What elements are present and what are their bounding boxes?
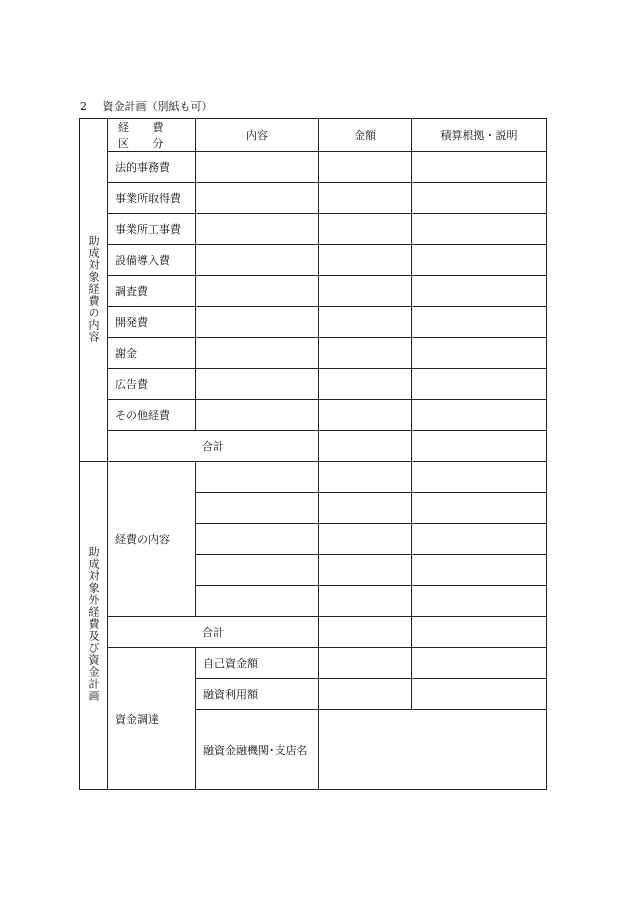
amount-cell[interactable] (319, 152, 412, 183)
bank-name-cell[interactable] (319, 710, 547, 790)
amount-cell[interactable] (319, 183, 412, 214)
amount-cell[interactable] (319, 555, 412, 586)
group1-label-cell (80, 119, 108, 462)
header-basis: 積算根拠・説明 (412, 119, 547, 152)
amount-cell[interactable] (319, 369, 412, 400)
content-cell[interactable] (196, 555, 319, 586)
basis-cell[interactable] (412, 524, 547, 555)
amount-cell[interactable] (319, 307, 412, 338)
amount-cell[interactable] (319, 400, 412, 431)
content-cell[interactable] (196, 369, 319, 400)
basis-cell[interactable] (412, 338, 547, 369)
amount-cell[interactable] (319, 214, 412, 245)
basis-cell[interactable] (412, 152, 547, 183)
table-row (80, 307, 547, 338)
table-row (80, 245, 547, 276)
table-row (80, 338, 547, 369)
table-row (80, 214, 547, 245)
funding-row (80, 648, 547, 679)
basis-cell[interactable] (412, 276, 547, 307)
basis-cell[interactable] (412, 183, 547, 214)
group1-total-row (80, 431, 547, 462)
header-category: 経 費 区 分 (108, 119, 196, 152)
funding-row-label: 融資金融機関･支店名 (196, 710, 319, 790)
content-cell[interactable] (196, 524, 319, 555)
content-cell[interactable] (196, 245, 319, 276)
expense-label: 経費の内容 (108, 462, 196, 617)
content-cell[interactable] (196, 400, 319, 431)
basis-cell[interactable] (412, 679, 547, 710)
amount-cell[interactable] (319, 648, 412, 679)
basis-cell[interactable] (412, 555, 547, 586)
expense-row (80, 462, 547, 493)
content-cell[interactable] (196, 493, 319, 524)
table-row (80, 369, 547, 400)
header-amount: 金額 (319, 119, 412, 152)
row-label: 設備導入費 (108, 245, 196, 276)
basis-cell[interactable] (412, 307, 547, 338)
section-number: 2 (80, 100, 87, 113)
group2-total-basis[interactable] (412, 617, 547, 648)
row-label: 事業所取得費 (108, 183, 196, 214)
amount-cell[interactable] (319, 524, 412, 555)
basis-cell[interactable] (412, 462, 547, 493)
content-cell[interactable] (196, 462, 319, 493)
content-cell[interactable] (196, 214, 319, 245)
section-heading (80, 98, 213, 114)
row-label: その他経費 (108, 400, 196, 431)
basis-cell[interactable] (412, 493, 547, 524)
group2-total-amount[interactable] (319, 617, 412, 648)
content-cell[interactable] (196, 183, 319, 214)
content-cell[interactable] (196, 276, 319, 307)
row-label: 事業所工事費 (108, 214, 196, 245)
table-row (80, 152, 547, 183)
section-title: 資金計画（別紙も可） (102, 100, 213, 113)
group1-total-basis[interactable] (412, 431, 547, 462)
header-content: 内容 (196, 119, 319, 152)
funding-label: 資金調達 (108, 648, 196, 790)
row-label: 法的事務費 (108, 152, 196, 183)
basis-cell[interactable] (412, 400, 547, 431)
content-cell[interactable] (196, 586, 319, 617)
basis-cell[interactable] (412, 214, 547, 245)
amount-cell[interactable] (319, 586, 412, 617)
basis-cell[interactable] (412, 586, 547, 617)
group2-total-label: 合計 (108, 617, 319, 648)
row-label: 謝金 (108, 338, 196, 369)
row-label: 広告費 (108, 369, 196, 400)
basis-cell[interactable] (412, 648, 547, 679)
table-row (80, 400, 547, 431)
table-row (80, 276, 547, 307)
row-label: 開発費 (108, 307, 196, 338)
group2-label-cell (80, 462, 108, 790)
group1-total-amount[interactable] (319, 431, 412, 462)
amount-cell[interactable] (319, 462, 412, 493)
group1-total-label: 合計 (108, 431, 319, 462)
amount-cell[interactable] (319, 493, 412, 524)
content-cell[interactable] (196, 338, 319, 369)
amount-cell[interactable] (319, 276, 412, 307)
group1-label: 助成対象経費の内容 (87, 234, 100, 343)
funding-row-label: 自己資金額 (196, 648, 319, 679)
group2-total-row (80, 617, 547, 648)
funding-row-label: 融資利用額 (196, 679, 319, 710)
table-row (80, 183, 547, 214)
content-cell[interactable] (196, 307, 319, 338)
row-label: 調査費 (108, 276, 196, 307)
basis-cell[interactable] (412, 369, 547, 400)
group2-label: 助成対象外経費及び資金計画 (87, 546, 100, 702)
funding-plan-table (79, 118, 547, 790)
amount-cell[interactable] (319, 245, 412, 276)
amount-cell[interactable] (319, 338, 412, 369)
basis-cell[interactable] (412, 245, 547, 276)
header-row (80, 119, 547, 152)
content-cell[interactable] (196, 152, 319, 183)
amount-cell[interactable] (319, 679, 412, 710)
